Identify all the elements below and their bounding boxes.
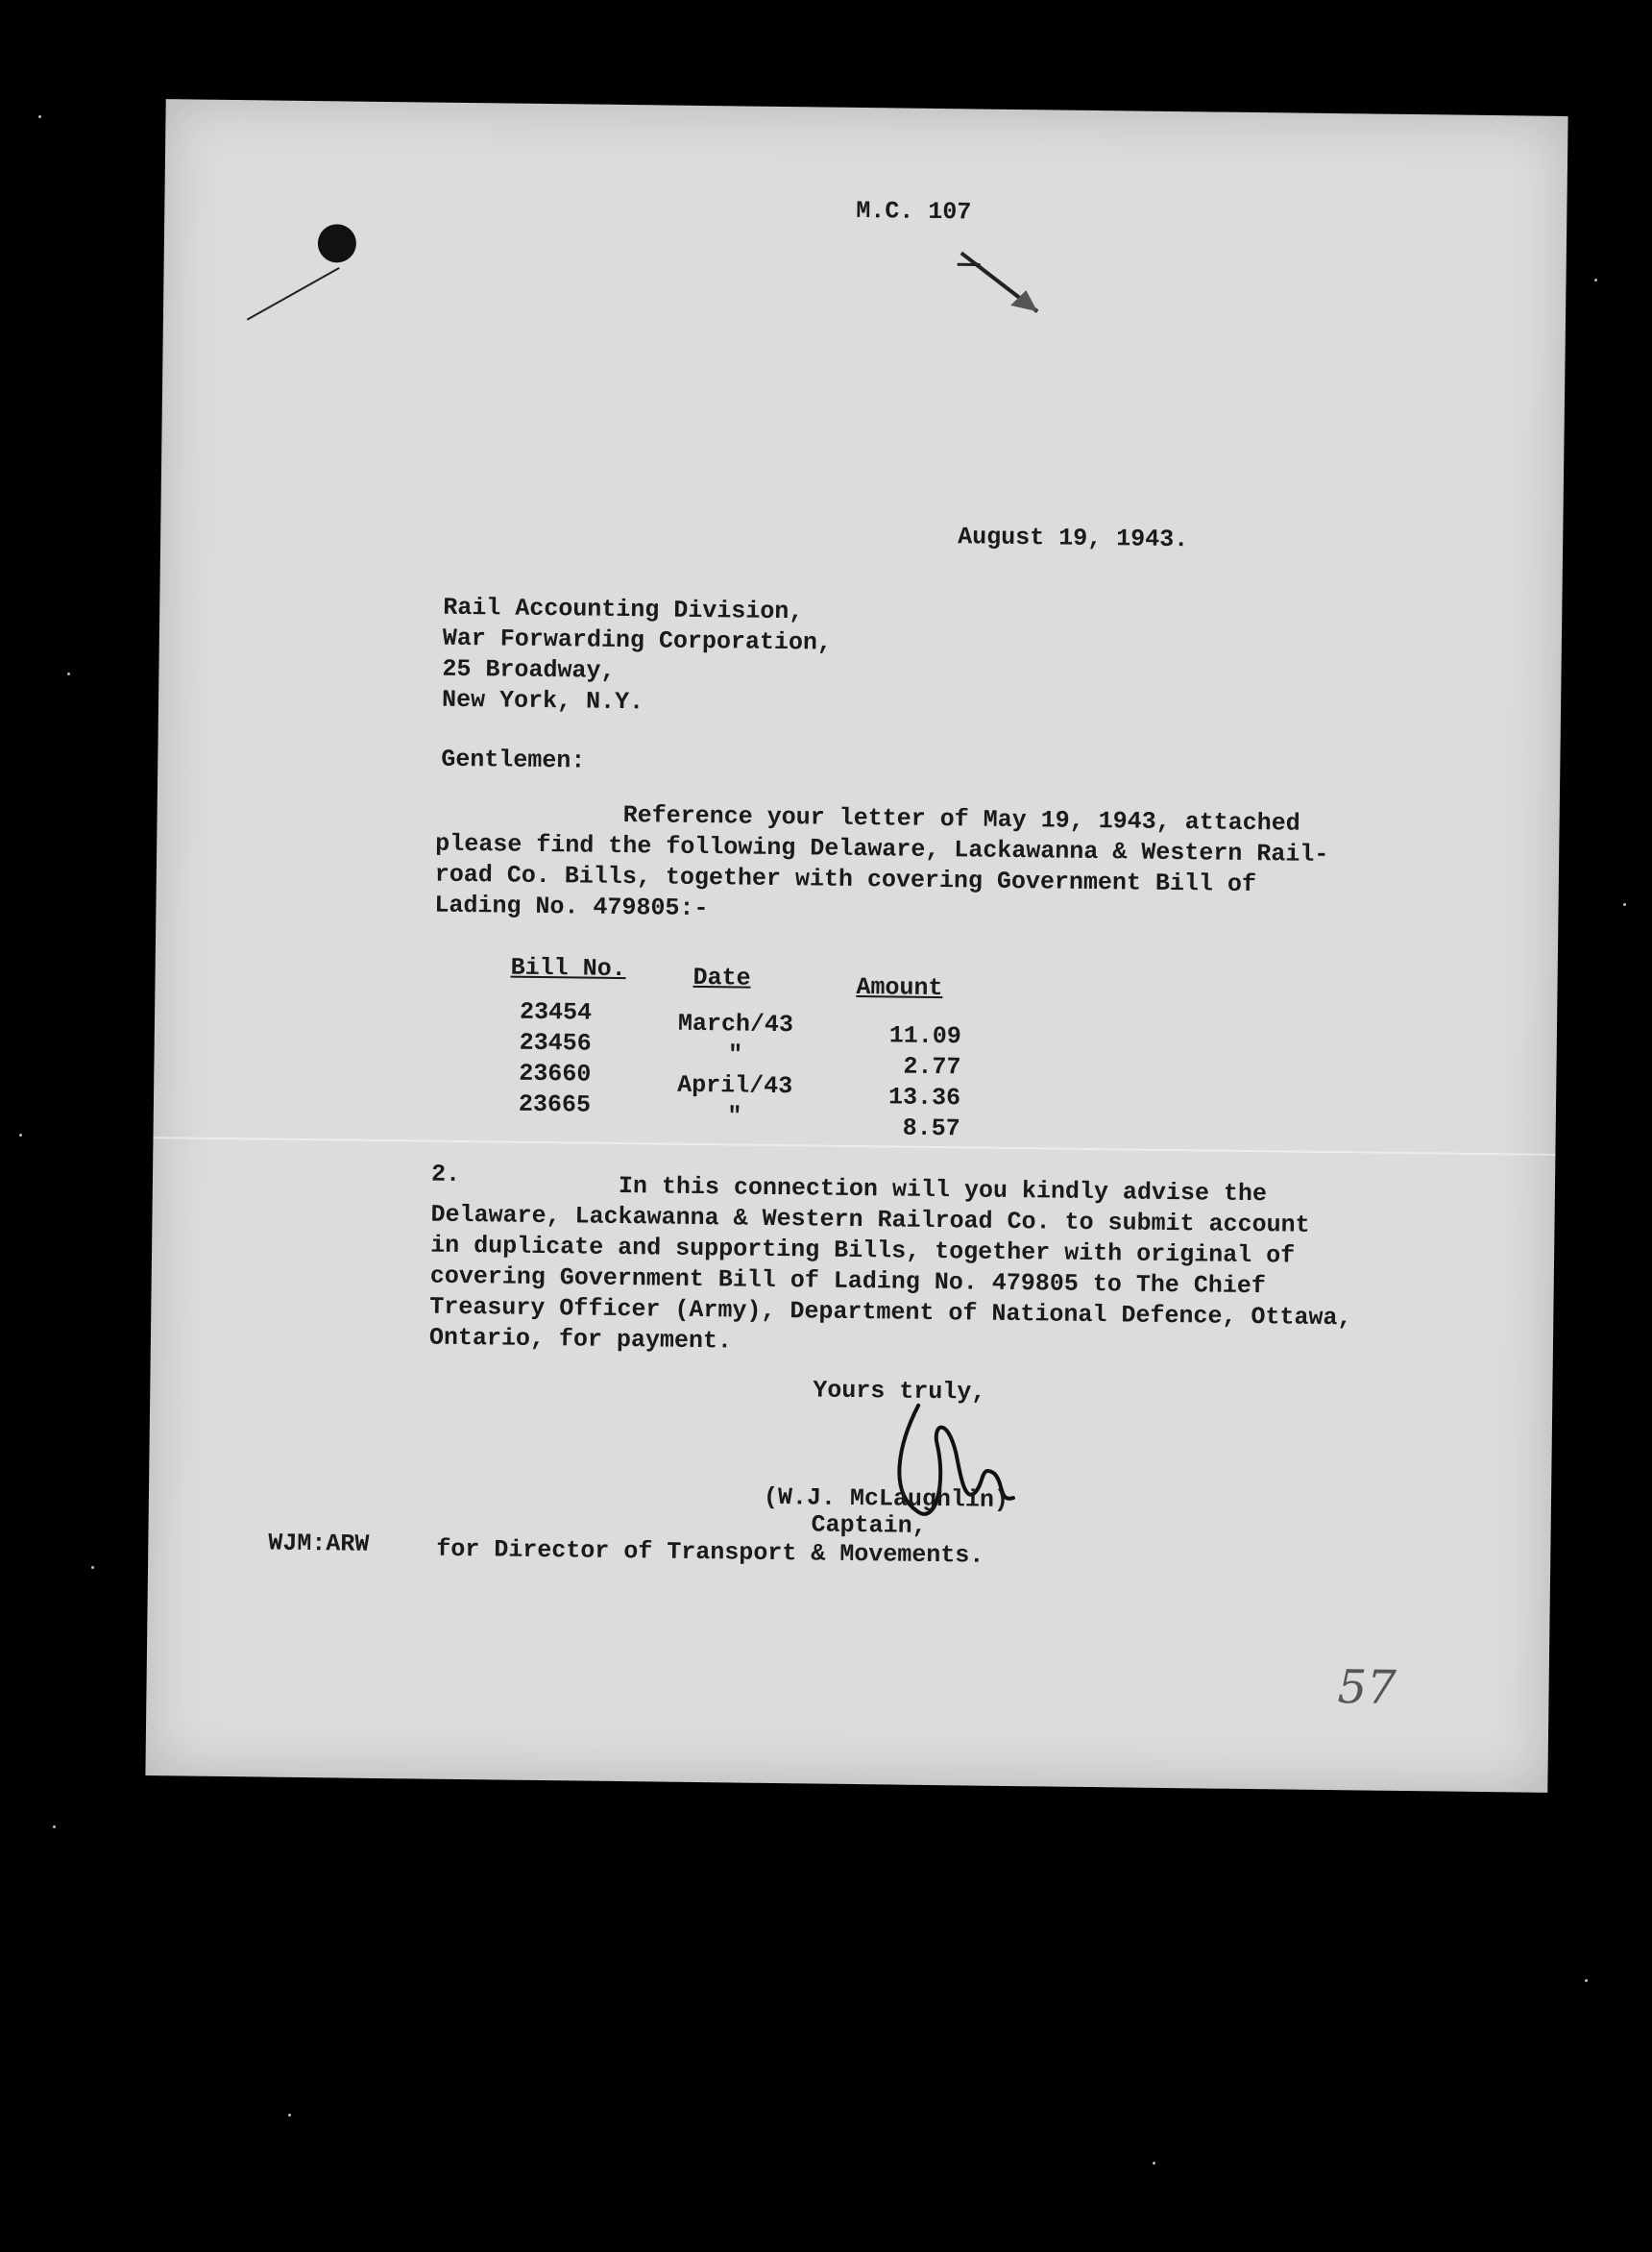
paragraph-one-line: Lading No. 479805:-: [434, 891, 709, 923]
paragraph-one: [434, 798, 1329, 932]
table-column-date: [672, 1009, 799, 1134]
punch-hole: [318, 224, 356, 262]
table-cell: 23456: [519, 1028, 592, 1058]
paragraph-two-line: In this connection will you kindly advise the: [618, 1171, 1268, 1209]
speck: [19, 1134, 22, 1137]
letter-date: August 19, 1943.: [958, 523, 1189, 554]
table-cell: 2.77: [903, 1052, 961, 1082]
table-cell: 11.09: [888, 1021, 962, 1051]
table-column-amount: [844, 1020, 961, 1144]
table-cell: March/43: [677, 1009, 794, 1040]
typist-initials: WJM:ARW: [268, 1529, 370, 1558]
reference-number: M.C. 107: [856, 196, 972, 227]
speck: [38, 115, 41, 118]
paragraph-two-line: Ontario, for payment.: [428, 1323, 733, 1356]
addressee-line: New York, N.Y.: [441, 685, 644, 717]
signatory-rank: Captain,: [811, 1510, 927, 1540]
speck: [1585, 1979, 1588, 1982]
paragraph-two-line: in duplicate and supporting Bills, together with original of: [429, 1231, 1296, 1270]
addressee-block: [442, 593, 833, 721]
paragraph-two-line: Delaware, Lackawanna & Western Railroad Co. to submit account: [430, 1200, 1310, 1239]
speck: [53, 1825, 56, 1828]
table-cell: 23660: [519, 1059, 592, 1089]
speck: [67, 673, 70, 675]
table-cell: April/43: [677, 1070, 793, 1101]
table-header-bill-no: Bill No.: [510, 953, 626, 984]
paragraph-one-line: Reference your letter of May 19, 1943, attached: [622, 801, 1300, 838]
paragraph-two: [429, 1169, 1353, 1365]
signatory-name: (W.J. McLaughlin): [763, 1482, 1009, 1514]
table-cell: 8.57: [902, 1114, 960, 1143]
paragraph-one-line: road Co. Bills, together with covering Government Bill of: [434, 860, 1257, 899]
addressee-line: Rail Accounting Division,: [443, 593, 804, 626]
addressee-line: 25 Broadway,: [442, 654, 616, 685]
table-column-bill: [519, 997, 593, 1121]
paragraph-two-line: Treasury Officer (Army), Department of National Defence, Ottawa,: [429, 1292, 1352, 1333]
letter-page: [145, 99, 1567, 1793]
table-cell: 13.36: [887, 1083, 961, 1113]
closing: Yours truly,: [813, 1376, 986, 1407]
arrow-icon: [951, 243, 1057, 330]
table-header-date: Date: [692, 963, 751, 992]
table-header-amount: Amount: [856, 972, 943, 1003]
speck: [1153, 2162, 1155, 2165]
table-cell: 23665: [518, 1089, 592, 1119]
signature-line: for Director of Transport & Movements.: [436, 1534, 984, 1570]
pen-stroke: [247, 267, 340, 321]
table-cell: ": [727, 1040, 743, 1069]
table-cell: ": [727, 1102, 742, 1131]
speck: [91, 1566, 94, 1569]
paragraph-two-number: 2.: [430, 1160, 461, 1188]
paragraph-one-line: please find the following Delaware, Lackawanna & Western Rail-: [435, 829, 1329, 869]
salutation: Gentlemen:: [441, 745, 586, 775]
speck: [288, 2114, 291, 2117]
page-number: 57: [1337, 1660, 1397, 1715]
addressee-line: War Forwarding Corporation,: [442, 624, 833, 657]
table-cell: 23454: [519, 997, 593, 1027]
speck: [1594, 279, 1597, 282]
speck: [1623, 903, 1626, 906]
paragraph-two-line: covering Government Bill of Lading No. 479805 to The Chief: [429, 1261, 1267, 1301]
